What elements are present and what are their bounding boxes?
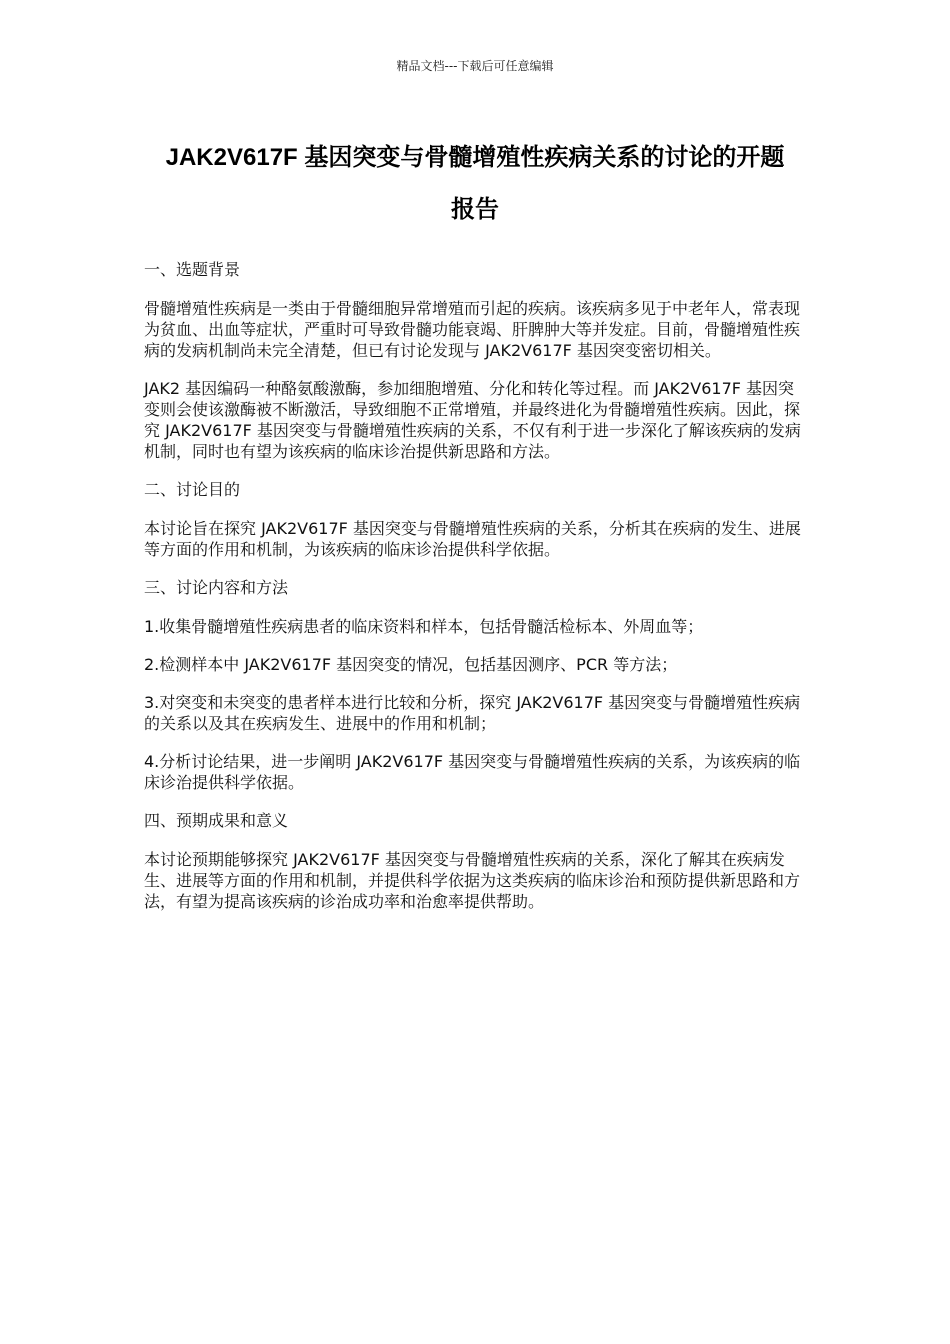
section-heading-methods: 三、讨论内容和方法 <box>144 578 289 597</box>
document-title <box>140 132 810 236</box>
outcomes-paragraph: 本讨论预期能够探究 JAK2V617F 基因突变与骨髓增殖性疾病的关系，深化了解其在疾病发生、进展等方面的作用和机制，并提供科学依据为这类疾病的临床诊治和预防提供新思路和方法，有望为提高该疾病的诊治成功率和治愈率提供帮助。 <box>144 850 801 911</box>
title-line-1: JAK2V617F 基因突变与骨髓增殖性疾病关系的讨论的开题 <box>165 144 785 171</box>
methods-item-1: 1.收集骨髓增殖性疾病患者的临床资料和样本，包括骨髓活检标本、外周血等； <box>144 617 704 636</box>
title-line-2: 报告 <box>451 196 499 223</box>
background-paragraph-2: JAK2 基因编码一种酪氨酸激酶，参加细胞增殖、分化和转化等过程。而 JAK2V617F 基因突变则会使该激酶被不断激活，导致细胞不正常增殖，并最终进化为骨髓增殖性疾病。因此，探究 JAK2V617F 基因突变与骨髓增殖性疾病的关系，不仅有利于进一步深化了解该疾病的发病机制，同时也有望为该疾病的临床诊治提供新思路和方法。 <box>144 379 801 461</box>
background-paragraph-1: 骨髓增殖性疾病是一类由于骨髓细胞异常增殖而引起的疾病。该疾病多见于中老年人，常表现为贫血、出血等症状，严重时可导致骨髓功能衰竭、肝脾肿大等并发症。目前，骨髓增殖性疾病的发病机制尚未完全清楚，但已有讨论发现与 JAK2V617F 基因突变密切相关。 <box>144 299 801 360</box>
document-body <box>144 259 804 929</box>
methods-item-2: 2.检测样本中 JAK2V617F 基因突变的情况，包括基因测序、PCR 等方法； <box>144 655 678 674</box>
section-heading-outcomes: 四、预期成果和意义 <box>144 811 289 830</box>
header-note: 精品文档---下载后可任意编辑 <box>396 59 554 73</box>
section-heading-background: 一、选题背景 <box>144 260 241 279</box>
purpose-paragraph: 本讨论旨在探究 JAK2V617F 基因突变与骨髓增殖性疾病的关系，分析其在疾病的发生、进展等方面的作用和机制，为该疾病的临床诊治提供科学依据。 <box>144 519 801 559</box>
section-heading-purpose: 二、讨论目的 <box>144 480 241 499</box>
methods-item-4: 4.分析讨论结果，进一步阐明 JAK2V617F 基因突变与骨髓增殖性疾病的关系，为该疾病的临床诊治提供科学依据。 <box>144 752 801 792</box>
methods-item-3: 3.对突变和未突变的患者样本进行比较和分析，探究 JAK2V617F 基因突变与骨髓增殖性疾病的关系以及其在疾病发生、进展中的作用和机制； <box>144 693 801 733</box>
